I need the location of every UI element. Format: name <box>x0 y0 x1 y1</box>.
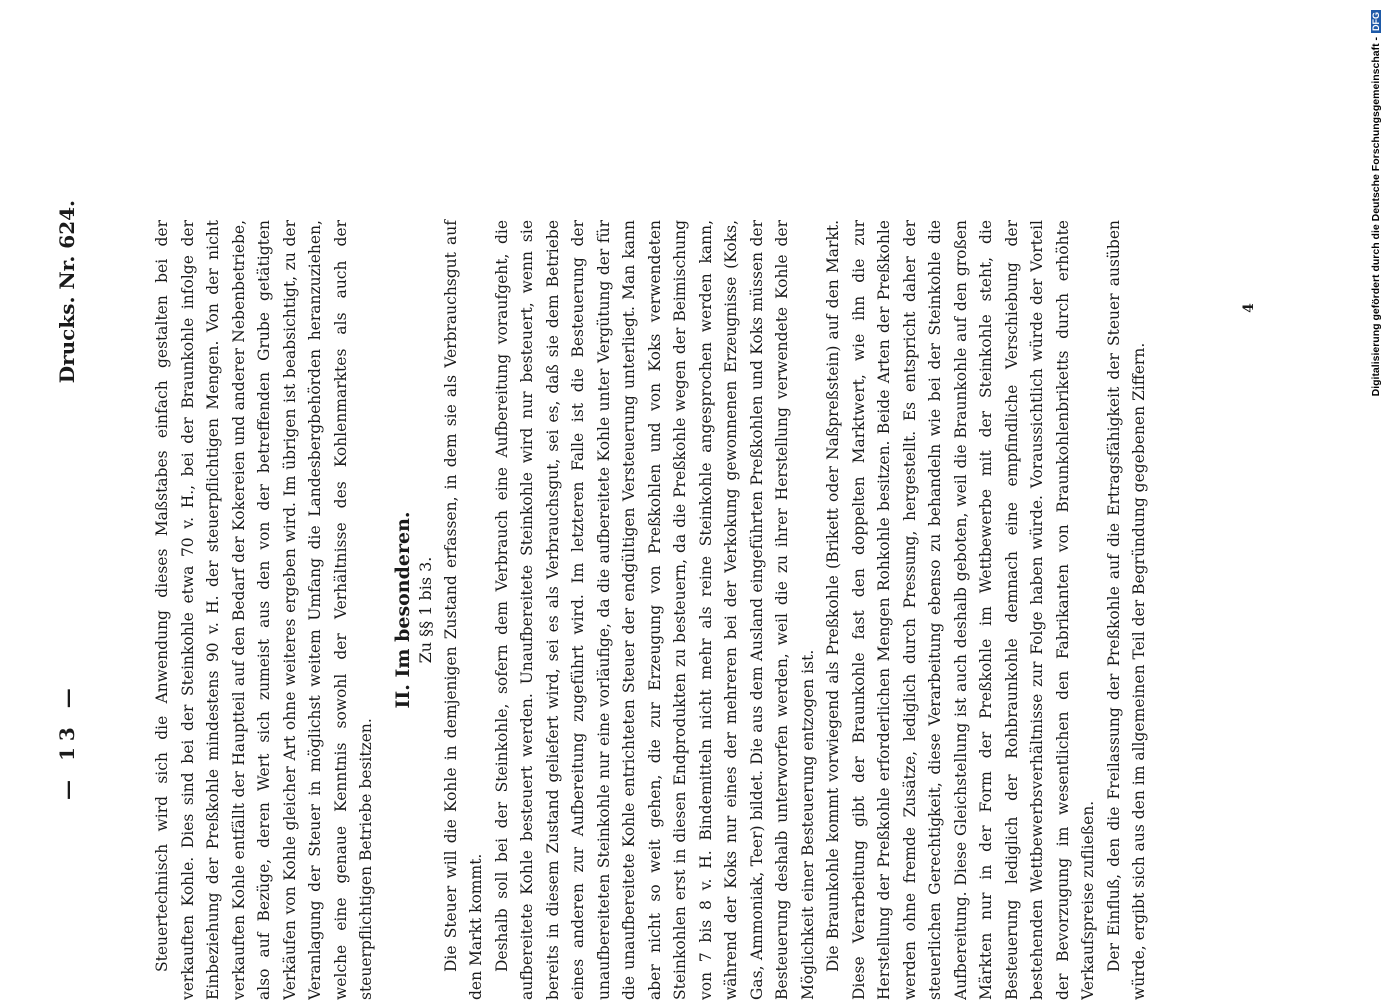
paragraph-3: Deshalb soll bei der Steinkohle, sofern dem Verbrauch eine Aufbereitung voraufgeht, die aufbereitete Kohle besteuert werden. Unaufbereitete Steinkohle wird nur besteuert, wenn sie bereits in diesem Zustand geliefert wird, sei es als Verbrauchsgut, sei es, daß sie dem Betriebe eines anderen zur Aufbereitung zugeführt wird. Im letzteren Falle ist die Besteuerung der unaufbereiteten Steinkohle nur eine vorläufige, da die aufbereitete Kohle unter Vergütung der für die unaufbereitete Kohle entrichteten Steuer der endgültigen Versteuerung unterliegt. Man kann aber nicht so weit gehen, die zur Erzeugung von Preßkohlen und von Koks verwendeten Steinkohlen erst in diesen Endprodukten zu besteuern, da die Preßkohle wegen der Beimischung von 7 bis 8 v. H. Bindemitteln nicht mehr als reine Steinkohle angesprochen werden kann, während der Koks nur eines der mehreren bei der Verkokung gewonnenen Erzeugnisse (Koks, Gas, Ammoniak, Teer) bildet. Die aus dem Ausland eingeführten Preßkohlen und Koks müssen der Besteuerung deshalb unterworfen werden, weil die zu ihrer Herstellung verwendete Kohle der Möglichkeit einer Besteuerung entzogen ist. <box>492 220 817 1000</box>
paragraph-5: Der Einfluß, den die Freilassung der Preßkohle auf die Ertragsfähigkeit der Steuer ausüben würde, ergibt sich aus den im allgemeinen Teil der Begründung gegebenen Ziffern. <box>1104 220 1148 1000</box>
page-body <box>150 220 1153 1000</box>
rotated-page <box>55 200 1210 1000</box>
page-number: — 13 — <box>55 682 79 800</box>
digitization-credit <box>1370 10 1383 990</box>
credit-text: Digitalisierung gefördert durch die Deutsche Forschungsgemeinschaft - <box>1370 37 1382 397</box>
page-header <box>55 200 85 1000</box>
paragraph-2: Die Steuer will die Kohle in demjenigen Zustand erfassen, in dem sie als Verbrauchsgut auf den Markt kommt. <box>441 220 485 1000</box>
paragraph-4: Die Braunkohle kommt vorwiegend als Preßkohle (Brikett oder Naßpreßstein) auf den Markt. Diese Verarbeitung gibt der Braunkohle fast den doppelten Marktwert, wie ihn die zur Herstellung der Preßkohle erforderlichen Mengen Rohkohle besitzen. Beide Arten der Preßkohle werden ohne fremde Zusätze, lediglich durch Pressung, hergestellt. Es entspricht daher der steuerlichen Gerechtigkeit, diese Verarbeitung ebenso zu behandeln wie bei der Steinkohle die Aufbereitung. Diese Gleichstellung ist auch deshalb geboten, weil die Braunkohle auf den großen Märkten nur in der Form der Preßkohle im Wettbewerbe mit der Steinkohle steht, die Besteuerung lediglich der Rohbraunkohle demnach eine empfindliche Verschiebung der bestehenden Wettbewerbsverhältnisse zur Folge haben würde. Voraussichtlich würde der Vorteil der Bevorzugung im wesentlichen den Fabrikanten von Braunkohlenbriketts durch erhöhte Verkaufspreise zufließen. <box>824 220 1097 1000</box>
signature-number: 4 <box>1240 303 1257 313</box>
section-title: II. Im besonderen. <box>391 511 414 709</box>
paragraph-1: Steuertechnisch wird sich die Anwendung dieses Maßstabes einfach gestalten bei der verkauften Kohle. Dies sind bei der Steinkohle etwa 70 v. H., bei der Braunkohle infolge der Einbeziehung der Preßkohle mindestens 90 v. H. der steuerpflichtigen Mengen. Von der nicht verkauften Kohle entfällt der Hauptteil auf den Bedarf der Kokereien und anderer Nebenbetriebe, also auf Bezüge, deren Wert sich zumeist aus den von der betreffenden Grube getätigten Verkäufen von Kohle gleicher Art ohne weiteres ergeben wird. Im übrigen ist beabsichtigt, zu der Veranlagung der Steuer in möglichst weitem Umfang die Landesbergbehörden heranzuziehen, welche eine genaue Kenntnis sowohl der Verhältnisse des Kohlenmarktes als auch der steuerpflichtigen Betriebe besitzen. <box>153 220 375 1000</box>
section-subtitle: Zu §§ 1 bis 3. <box>415 556 435 664</box>
document-number: Drucks. Nr. 624. <box>55 200 79 384</box>
dfg-logo: DFG <box>1371 12 1381 31</box>
